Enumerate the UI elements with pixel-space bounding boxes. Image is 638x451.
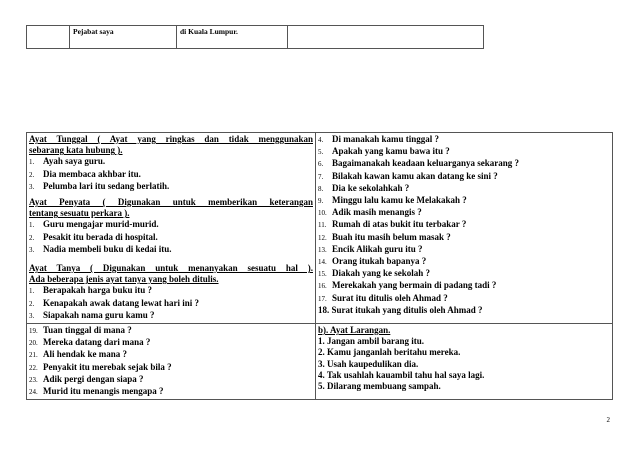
section-heading-cont: Ada beberapa jenis ayat tanya yang boleh ditulis. <box>29 274 219 285</box>
section-heading-cont: tentang sesuatu perkara ). <box>29 208 130 219</box>
list-item: 5. Apakah yang kamu bawa itu ? <box>318 146 450 157</box>
table-cell <box>27 26 70 49</box>
list-item: 4. Tak usahlah kauambil tahu hal saya lagi. <box>318 369 485 380</box>
table-row <box>27 26 484 49</box>
list-item: 23. Adik pergi dengan siapa ? <box>29 373 144 384</box>
top-table <box>26 25 484 49</box>
list-item: 3. Nadia membeli buku di kedai itu. <box>29 243 172 254</box>
list-item: 1. Berapakah harga buku itu ? <box>29 285 153 296</box>
list-item: 20. Mereka datang dari mana ? <box>29 337 151 348</box>
table-cell: di Kuala Lumpur. <box>177 26 288 49</box>
list-item: 1. Ayah saya guru. <box>29 156 106 167</box>
list-item: 3. Siapakah nama guru kamu ? <box>29 309 155 320</box>
list-item: 24. Murid itu menangis mengapa ? <box>29 386 164 397</box>
list-item: 17. Surat itu ditulis oleh Ahmad ? <box>318 292 448 303</box>
right-cell <box>316 324 613 400</box>
left-cell <box>27 133 316 324</box>
right-cell <box>316 133 613 324</box>
table-cell: Pejabat saya <box>70 26 177 49</box>
list-item: 11. Rumah di atas bukit itu terbakar ? <box>318 219 467 230</box>
list-item-last: 18. Surat itukah yang ditulis oleh Ahmad ? <box>318 304 483 315</box>
list-item: 6. Bagaimanakah keadaan keluarganya sekarang ? <box>318 158 520 169</box>
list-item: 3. Pelumba lari itu sedang berlatih. <box>29 180 170 191</box>
list-item: 19. Tuan tinggal di mana ? <box>29 325 132 336</box>
list-item: 2. Kamu janganlah beritahu mereka. <box>318 347 461 358</box>
list-item: 8. Dia ke sekolahkah ? <box>318 182 410 193</box>
section-heading: Ayat Tunggal ( Ayat yang ringkas dan tidak menggunakan <box>29 134 313 144</box>
list-item: 2. Kenapakah awak datang lewat hari ini ? <box>29 297 200 308</box>
page-number: 2 <box>606 416 610 424</box>
list-item: 13. Encik Alikah guru itu ? <box>318 243 423 254</box>
section-heading: Ayat Penyata ( Digunakan untuk memberikan keterangan <box>29 197 313 208</box>
list-item: 22. Penyakit itu merebak sejak bila ? <box>29 361 172 372</box>
list-item: 1. Guru mengajar murid-murid. <box>29 219 159 230</box>
list-item: 5. Dilarang membuang sampah. <box>318 381 441 392</box>
left-cell <box>27 324 316 400</box>
table-cell <box>288 26 484 49</box>
table-row <box>27 133 613 324</box>
list-item: 12. Buah itu masih belum masak ? <box>318 231 451 242</box>
list-item: 7. Bilakah kawan kamu akan datang ke sini ? <box>318 170 498 181</box>
list-item: 3. Usah kaupedulikan dia. <box>318 358 419 369</box>
list-item: 2. Pesakit itu berada di hospital. <box>29 231 158 242</box>
list-item: 21. Ali hendak ke mana ? <box>29 349 128 360</box>
list-item: 14. Orang itukah bapanya ? <box>318 256 427 267</box>
section-heading: b). Ayat Larangan. <box>318 325 391 336</box>
main-table <box>26 132 613 400</box>
list-item: 2. Dia membaca akhbar itu. <box>29 168 141 179</box>
table-row <box>27 324 613 400</box>
list-item: 15. Diakah yang ke sekolah ? <box>318 268 431 279</box>
list-item: 10. Adik masih menangis ? <box>318 207 422 218</box>
section-heading-cont: sebarang kata hubung ). <box>29 145 123 156</box>
list-item: 16. Merekakah yang bermain di padang tadi ? <box>318 280 497 291</box>
section-heading: Ayat Tanya ( Digunakan untuk menanyakan sesuatu hal ). <box>29 263 313 274</box>
list-item: 9. Minggu lalu kamu ke Melakakah ? <box>318 195 467 206</box>
list-item: 4. Di manakah kamu tinggal ? <box>318 134 440 144</box>
list-item: 1. Jangan ambil barang itu. <box>318 336 425 347</box>
